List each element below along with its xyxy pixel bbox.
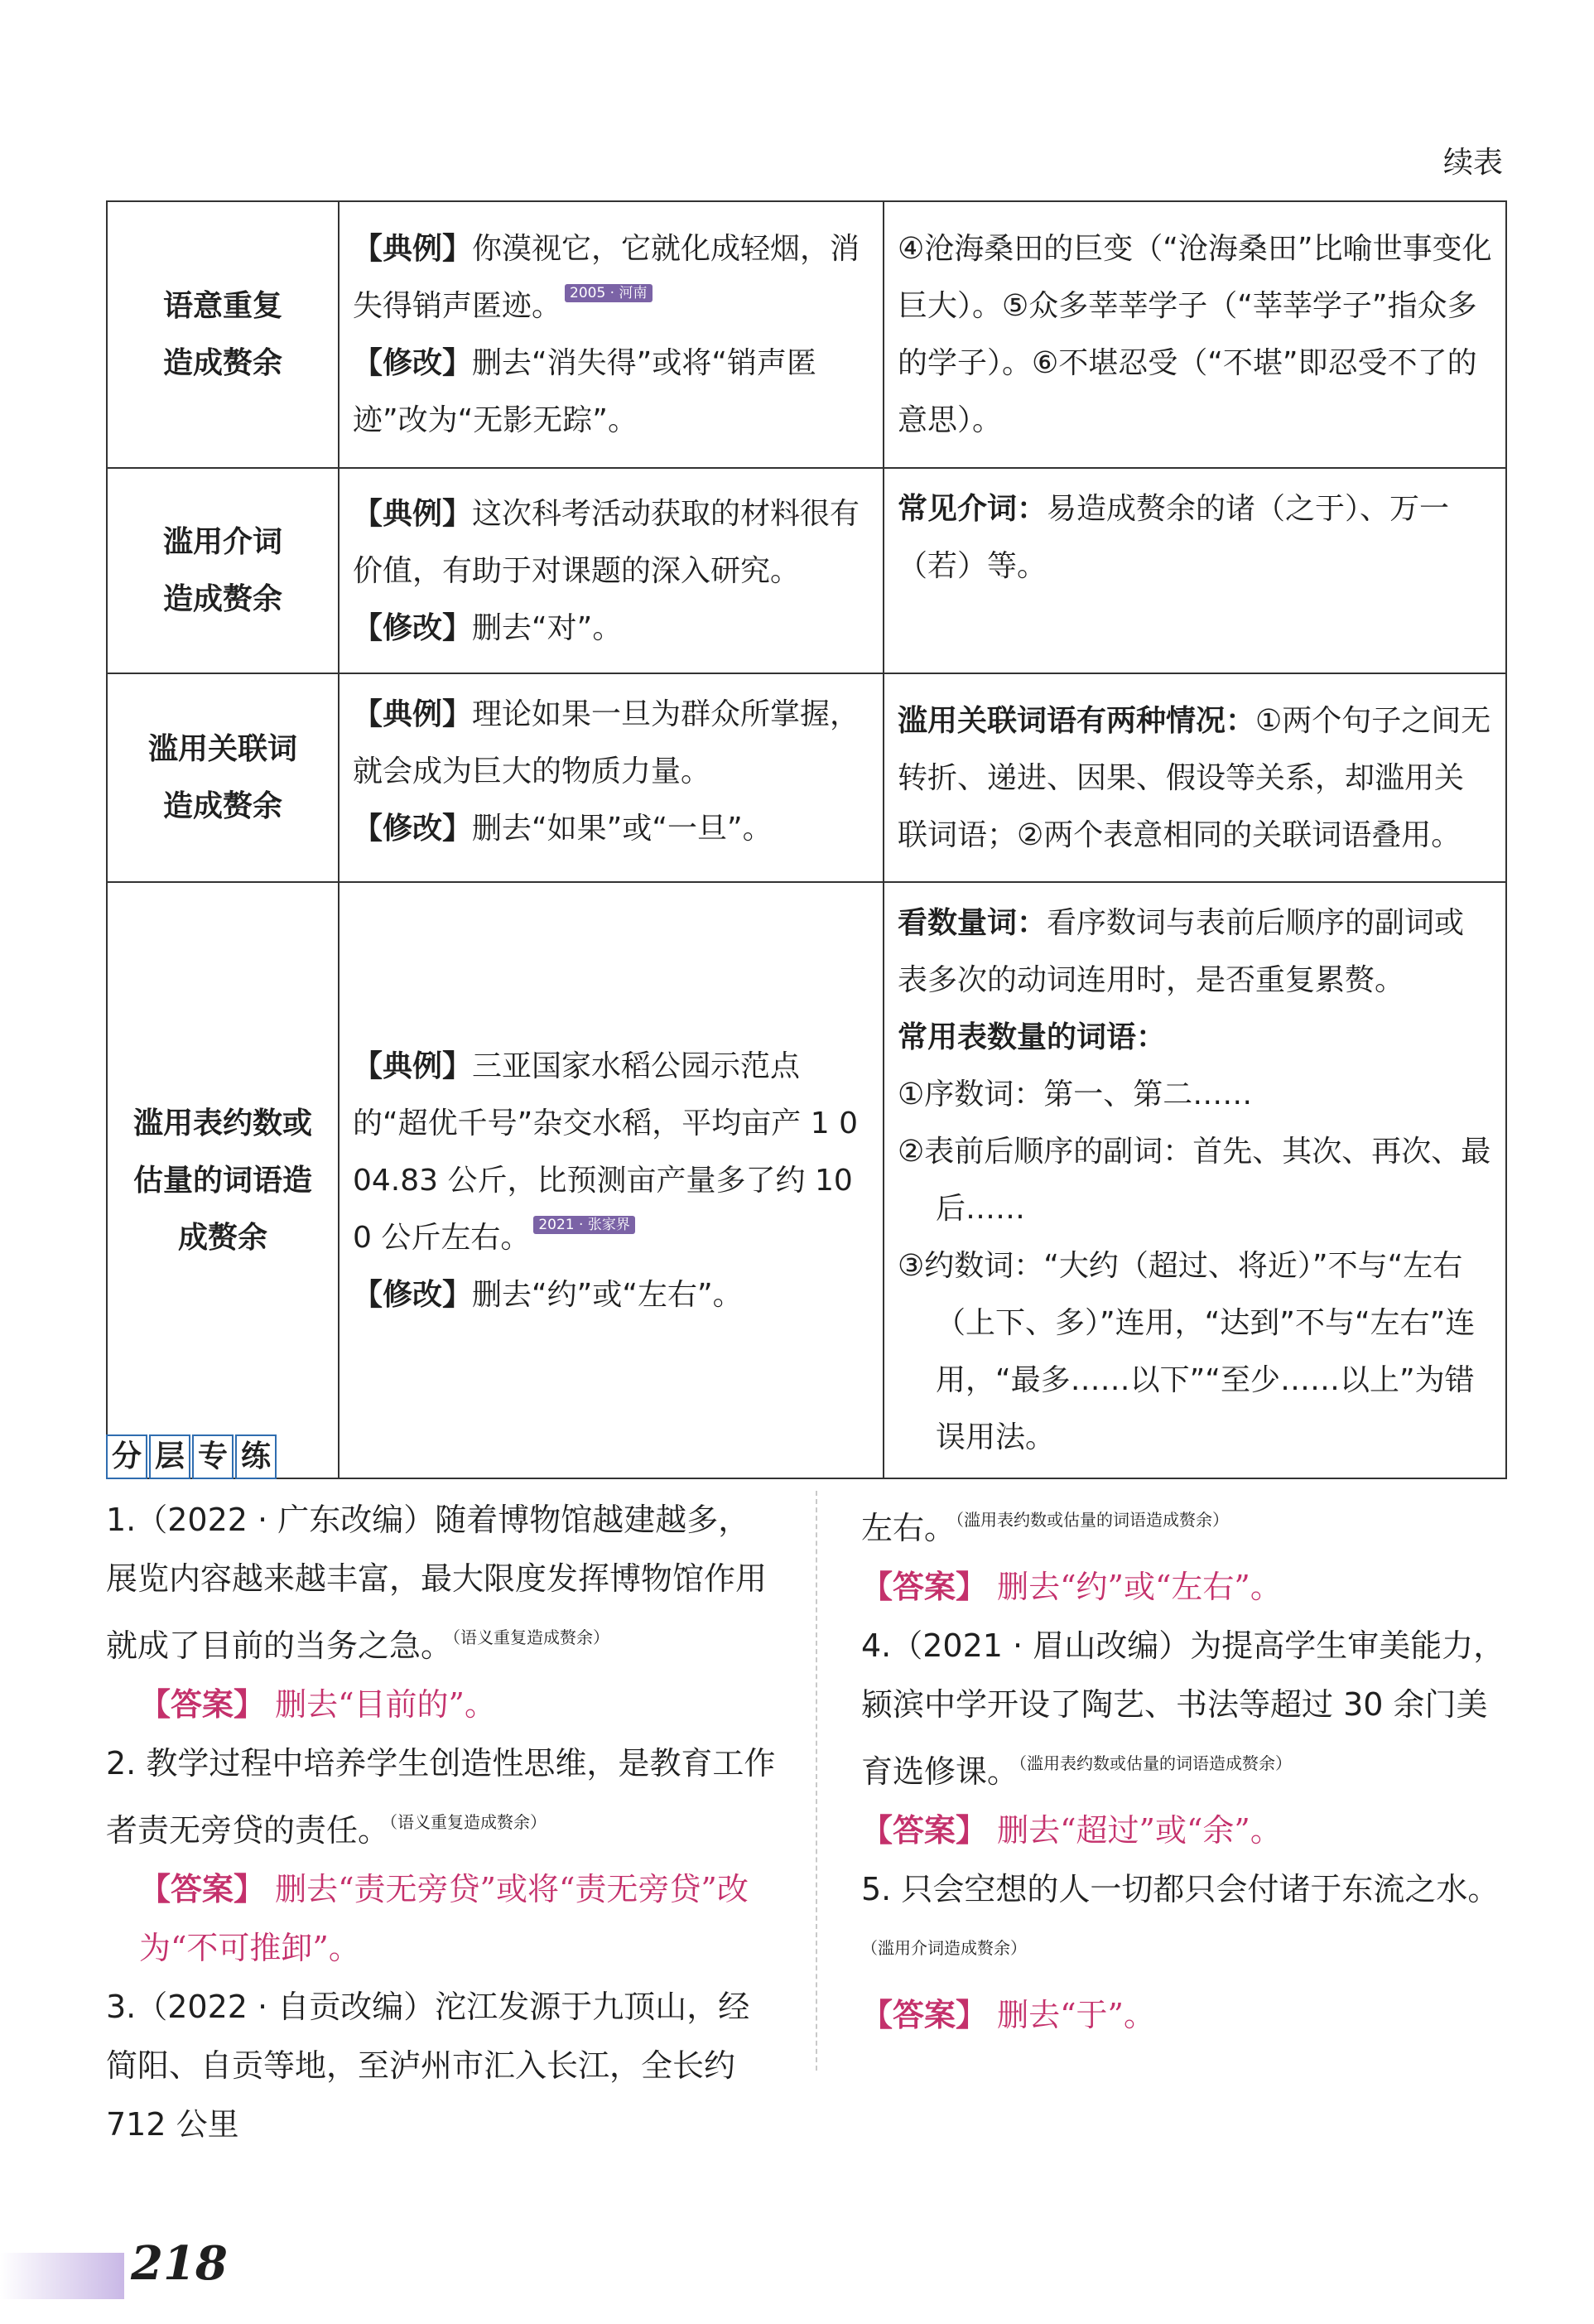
exercise-text: 1.（2022 · 广东改编）随着博物馆越建越多，展览内容越来越丰富，最大限度发挥博物馆作用就成了目前的当务之急。 (106, 1502, 768, 1664)
example-cell (339, 201, 884, 468)
category-cell (107, 882, 339, 1478)
example-tag: 【典例】 (353, 697, 473, 731)
note-line (898, 1009, 1492, 1066)
answer-text: 删去“于”。 (997, 1997, 1155, 2033)
exercise-text: 3.（2022 · 自贡改编）沱江发源于九顶山，经简阳、自贡等地，至泸州市汇入长江，全长约 712 公里 (106, 1989, 750, 2143)
note-line (898, 1123, 1492, 1237)
exercise-item (106, 1734, 777, 1860)
fix-text: 删去“约”或“左右”。 (472, 1277, 743, 1312)
answer-text: 删去“超过”或“余”。 (997, 1812, 1282, 1849)
note-heading: 滥用关联词语有两种情况： (898, 703, 1256, 738)
example-text: 理论如果一旦为群众所掌握，就会成为巨大的物质力量。 (353, 697, 860, 788)
category-line: 造成赘余 (162, 789, 282, 823)
exercise-text: 左右。 (861, 1510, 956, 1546)
category-line: 造成赘余 (162, 346, 282, 380)
table-row (107, 673, 1506, 882)
example-text: 你漠视它，它就化成轻烟，消失得销声匿迹。 (353, 232, 860, 323)
note-text: 易造成赘余的诸（之于）、万一（若）等。 (898, 492, 1450, 583)
page-number-bar (0, 2253, 124, 2299)
fix-text: 删去“消失得”或将“销声匿迹”改为“无影无踪”。 (353, 346, 816, 437)
exercise-column-left (106, 1491, 777, 2154)
table-row (107, 882, 1506, 1478)
exercise-text: 4.（2021 · 眉山改编）为提高学生审美能力，颍滨中学开设了陶艺、书法等超过 30 余门美育选修课。 (861, 1627, 1505, 1790)
exercise-item (106, 1491, 777, 1675)
example-tag: 【典例】 (353, 1049, 473, 1083)
exercise-item (861, 1617, 1507, 1801)
answer-tag: 【答案】 (861, 1569, 988, 1605)
source-badge: 2005 · 河南 (565, 284, 652, 302)
answer (861, 1986, 1507, 2045)
category-cell (107, 673, 339, 882)
table-row (107, 468, 1506, 673)
note-line (898, 894, 1492, 1009)
answer (861, 1558, 1507, 1617)
note-cell (884, 673, 1506, 882)
example-tag: 【典例】 (353, 496, 473, 531)
exercise-item (106, 1978, 777, 2154)
category-cell (107, 468, 339, 673)
answer-text: 删去“责无旁贷”或将“责无旁贷”改为“不可推卸”。 (139, 1871, 749, 1966)
fix-tag: 【修改】 (353, 1277, 473, 1312)
category-line: 估量的词语造 (132, 1163, 312, 1198)
category-line: 语意重复 (162, 289, 282, 323)
answer (106, 1860, 777, 1978)
fix-tag: 【修改】 (353, 812, 473, 846)
fix-text: 删去“如果”或“一旦”。 (472, 812, 773, 846)
note-cell (884, 201, 1506, 468)
answer-text: 删去“目前的”。 (275, 1686, 496, 1723)
column-divider (816, 1491, 817, 2071)
example-cell (339, 468, 884, 673)
answer-tag: 【答案】 (139, 1871, 266, 1907)
exercise-note: （滥用表约数或估量的词语造成赘余） (956, 1510, 1230, 1530)
note-text: ②表前后顺序的副词：首先、其次、再次、最后…… (898, 1135, 1491, 1226)
answer (106, 1675, 777, 1734)
note-text: ①序数词：第一、第二…… (898, 1078, 1253, 1111)
section-title-char: 专 (192, 1434, 234, 1479)
answer-text: 删去“约”或“左右”。 (997, 1569, 1282, 1605)
section-title-char: 层 (149, 1434, 190, 1479)
exercise-text: 2. 教学过程中培养学生创造性思维，是教育工作者责无旁贷的责任。 (106, 1745, 776, 1849)
category-line: 造成赘余 (162, 582, 282, 616)
example-text: 这次科考活动获取的材料很有价值，有助于对课题的深入研究。 (353, 496, 860, 588)
fix-tag: 【修改】 (353, 610, 473, 645)
note-heading: 常用表数量的词语： (898, 1020, 1167, 1054)
note-text: 看序数词与表前后顺序的副词或表多次的动词连用时，是否重复累赘。 (898, 906, 1465, 997)
exercise-note: （语义重复造成赘余） (452, 1627, 610, 1647)
exercise-item (861, 1491, 1507, 1558)
example-cell (339, 882, 884, 1478)
category-line: 滥用介词 (162, 525, 282, 559)
exercise-text: 5. 只会空想的人一切都只会付诸于东流之水。 (861, 1871, 1500, 1907)
note-text: ①两个句子之间无转折、递进、因果、假设等关系，却滥用关联词语；②两个表意相同的关联词语叠用。 (898, 703, 1491, 852)
exercise-note: （语义重复造成赘余） (389, 1812, 547, 1832)
answer-tag: 【答案】 (861, 1812, 988, 1849)
category-cell (107, 201, 339, 468)
section-title-char: 分 (106, 1434, 147, 1479)
note-text: ④沧海桑田的巨变（“沧海桑田”比喻世事变化巨大）。⑤众多莘莘学子（“莘莘学子”指众多的学子）。⑥不堪忍受（“不堪”即忍受不了的意思）。 (898, 232, 1492, 437)
exercise-item (861, 1860, 1507, 1986)
exercise-note: （滥用表约数或估量的词语造成赘余） (1019, 1753, 1293, 1773)
category-line: 滥用关联词 (147, 732, 297, 766)
note-cell (884, 882, 1506, 1478)
page-number: 218 (131, 2236, 228, 2291)
answer-tag: 【答案】 (861, 1997, 988, 2033)
example-tag: 【典例】 (353, 232, 473, 266)
exercise-column-right (861, 1491, 1507, 2045)
continued-label: 续表 (1442, 146, 1503, 180)
example-text: 三亚国家水稻公园示范点的“超优千号”杂交水稻，平均亩产 1 004.83 公斤，比预测亩产量多了约 100 公斤左右。 (353, 1049, 858, 1255)
exercise-note: （滥用介词造成赘余） (861, 1938, 1027, 1958)
section-title (106, 1434, 277, 1479)
example-cell (339, 673, 884, 882)
category-line: 成赘余 (177, 1220, 267, 1255)
source-badge: 2021 · 张家界 (533, 1216, 634, 1234)
rules-table (106, 200, 1507, 1479)
note-cell (884, 468, 1506, 673)
fix-text: 删去“对”。 (472, 610, 623, 645)
note-line (898, 1066, 1492, 1123)
fix-tag: 【修改】 (353, 346, 473, 380)
category-line: 滥用表约数或 (132, 1106, 312, 1140)
section-title-char: 练 (235, 1434, 277, 1479)
note-heading: 常见介词： (898, 492, 1047, 526)
note-text: ③约数词：“大约（超过、将近）”不与“左右（上下、多）”连用，“达到”不与“左右”连用，“最多……以下”“至少……以上”为错误用法。 (898, 1249, 1476, 1454)
answer (861, 1801, 1507, 1860)
table-row (107, 201, 1506, 468)
note-heading: 看数量词： (898, 906, 1047, 940)
note-line (898, 1237, 1492, 1466)
answer-tag: 【答案】 (139, 1686, 266, 1723)
